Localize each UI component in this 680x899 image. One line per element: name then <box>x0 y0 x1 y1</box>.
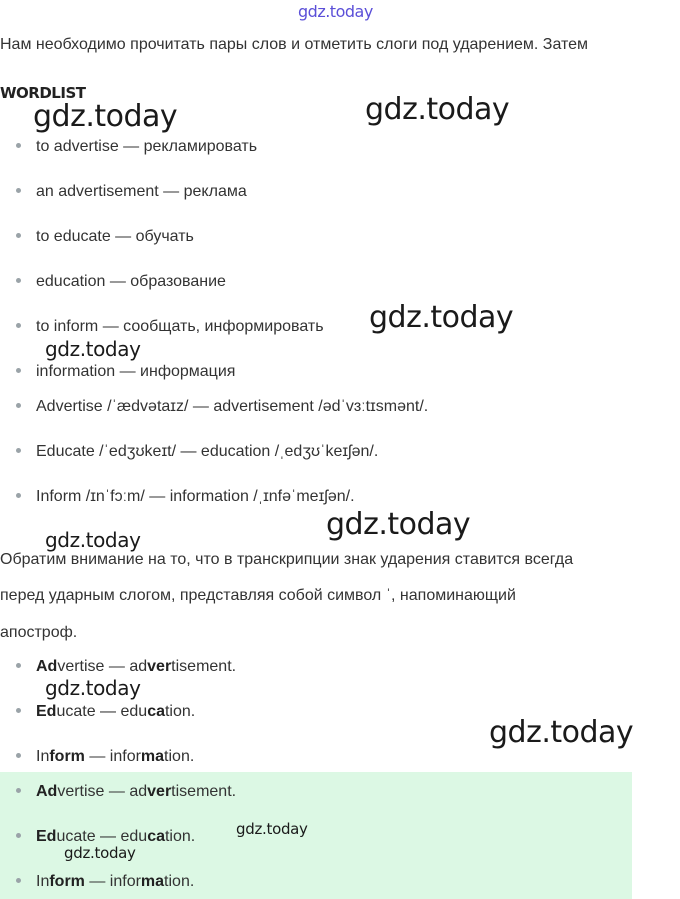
bullet-icon <box>16 708 21 713</box>
watermark: gdz.today <box>45 528 141 552</box>
bullet-icon <box>16 233 21 238</box>
answer-item-text: Advertise — advertisement. <box>36 783 237 800</box>
bullet-icon <box>16 878 21 883</box>
list-item <box>16 398 428 416</box>
answer-item-text: Inform — information. <box>36 873 195 890</box>
watermark-top: gdz.today <box>298 2 373 21</box>
list-item-text: Inform /ɪnˈfɔːm/ — information /ˌɪnfəˈmeɪʃən/. <box>36 488 355 505</box>
watermark: gdz.today <box>45 676 141 700</box>
list-item <box>16 363 235 381</box>
bullet-icon <box>16 753 21 758</box>
list-item-text: Advertise /ˈædvətaɪz/ — advertisement /ədˈvɜːtɪsmənt/. <box>36 398 429 415</box>
list-item-text: an advertisement — реклама <box>36 183 247 200</box>
stress-item-text: Educate — education. <box>36 703 196 720</box>
bullet-icon <box>16 493 21 498</box>
list-item-text: information — информация <box>36 363 236 380</box>
bullet-icon <box>16 143 21 148</box>
watermark: gdz.today <box>326 507 471 542</box>
bullet-icon <box>16 403 21 408</box>
list-item <box>16 488 355 506</box>
bullet-icon <box>16 448 21 453</box>
watermark: gdz.today <box>369 300 514 335</box>
bullet-icon <box>16 788 21 793</box>
stress-item <box>16 748 194 766</box>
list-item <box>16 273 226 291</box>
bullet-icon <box>16 323 21 328</box>
list-item-text: to advertise — рекламировать <box>36 138 258 155</box>
list-item <box>16 138 257 156</box>
note-line: Обратим внимание на то, что в транскрипции знак ударения ставится всегда <box>0 551 574 568</box>
list-item <box>16 228 194 246</box>
list-item-text: to inform — сообщать, информировать <box>36 318 324 335</box>
bullet-icon <box>16 188 21 193</box>
answer-item <box>16 783 236 801</box>
bullet-icon <box>16 278 21 283</box>
bullet-icon <box>16 833 21 838</box>
watermark: gdz.today <box>236 820 308 838</box>
list-item <box>16 443 378 461</box>
stress-item <box>16 658 236 676</box>
list-item <box>16 183 247 201</box>
note-line: апостроф. <box>0 624 78 641</box>
intro-text: Нам необходимо прочитать пары слов и отметить слоги под ударением. Затем <box>0 36 589 53</box>
wordlist-heading: WORDLIST <box>0 84 86 102</box>
list-item-text: to educate — обучать <box>36 228 194 245</box>
bullet-icon <box>16 663 21 668</box>
bullet-icon <box>16 368 21 373</box>
watermark: gdz.today <box>33 99 178 134</box>
stress-item-text: Inform — information. <box>36 748 195 765</box>
watermark: gdz.today <box>45 337 141 361</box>
answer-item <box>16 873 194 891</box>
list-item-text: education — образование <box>36 273 226 290</box>
list-item-text: Educate /ˈedʒʊkeɪt/ — education /ˌedʒʊˈkeɪʃən/. <box>36 443 379 460</box>
watermark: gdz.today <box>489 715 634 750</box>
answer-item-text: Educate — education. <box>36 828 196 845</box>
note-line: перед ударным слогом, представляя собой символ ˈ, напоминающий <box>0 587 516 604</box>
stress-item-text: Advertise — advertisement. <box>36 658 237 675</box>
list-item <box>16 318 324 336</box>
stress-item <box>16 703 195 721</box>
watermark: gdz.today <box>64 844 136 862</box>
watermark: gdz.today <box>365 92 510 127</box>
